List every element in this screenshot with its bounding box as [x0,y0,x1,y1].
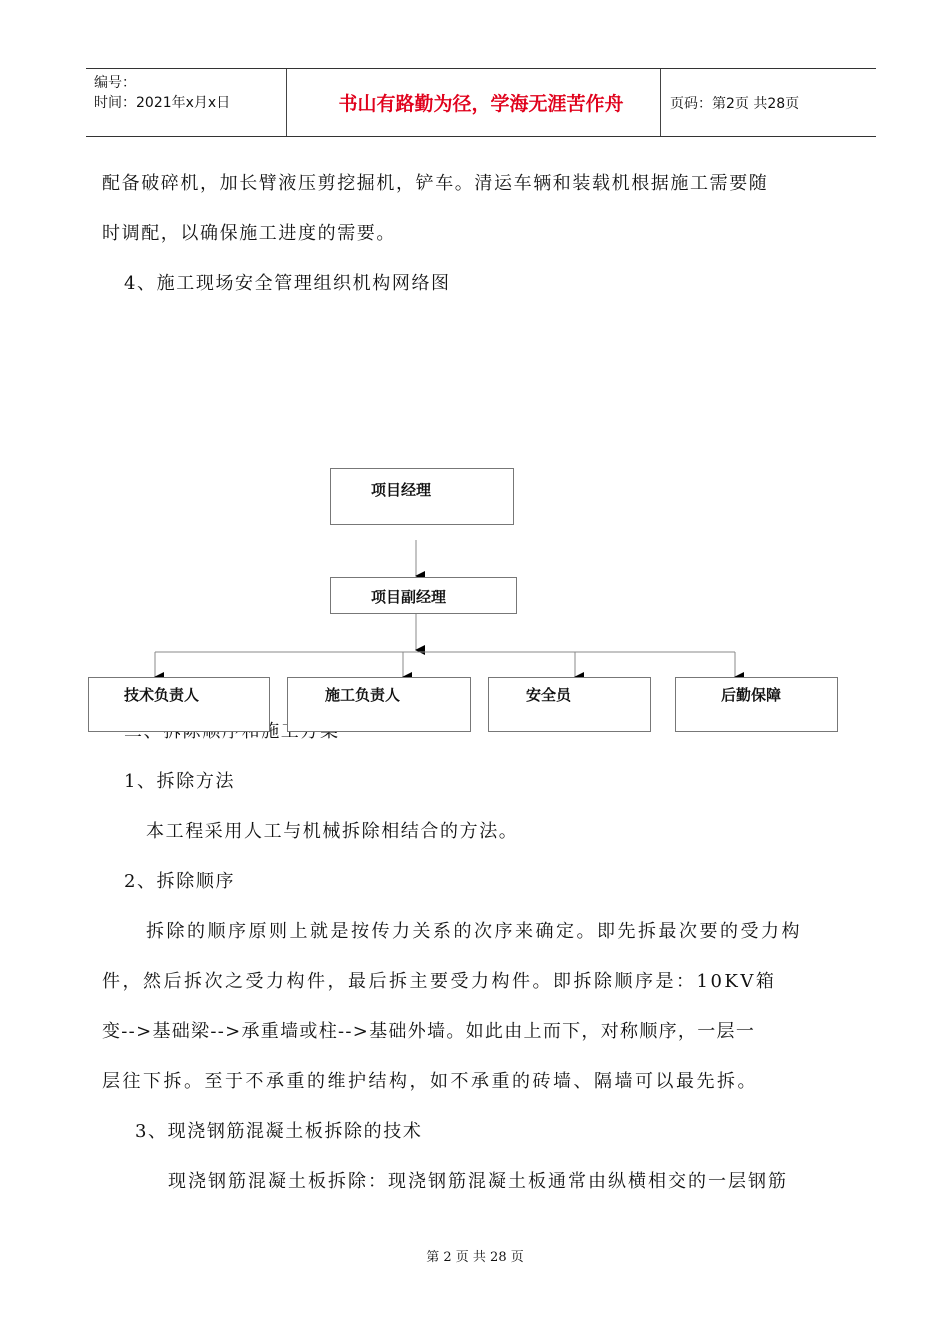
org-box-label: 施工负责人 [325,686,401,704]
page-footer: 第 2 页 共 28 页 [426,1250,524,1265]
org-box-label: 安全员 [526,686,572,704]
list-item-heading: 1、拆除方法 [124,771,236,792]
body-paragraph-line: 现浇钢筋混凝土板拆除：现浇钢筋混凝土板通常由纵横相交的一层钢筋 [168,1171,788,1192]
section-heading: 4、施工现场安全管理组织机构网络图 [124,273,451,294]
body-paragraph-line: 拆除的顺序原则上就是按传力关系的次序来确定。即先拆最次要的受力构 [146,921,802,942]
header-motto: 书山有路勤为径，学海无涯苦作舟 [338,93,624,115]
time-label: 时间：2021年x月x日 [94,95,231,111]
header-page-number: 页码：第2页 共28页 [670,96,800,112]
org-box-logistics [675,677,838,732]
list-item-heading: 2、拆除顺序 [124,871,236,892]
body-paragraph-line: 变-->基础梁-->承重墙或柱-->基础外墙。如此由上而下，对称顺序，一层一 [102,1021,756,1042]
org-box-deputy-manager [330,577,517,614]
org-box-label: 项目经理 [371,481,432,499]
body-paragraph-line: 时调配，以确保施工进度的需要。 [102,223,396,244]
body-paragraph-line: 件，然后拆次之受力构件，最后拆主要受力构件。即拆除顺序是：10KV箱 [102,971,777,992]
list-item-heading: 3、现浇钢筋混凝土板拆除的技术 [135,1121,423,1142]
number-label: 编号： [94,75,136,91]
org-box-project-manager [330,468,514,525]
org-box-safety-officer [488,677,651,732]
body-paragraph-line: 本工程采用人工与机械拆除相结合的方法。 [146,821,519,842]
org-box-label: 后勤保障 [721,686,782,704]
org-box-label: 技术负责人 [124,686,200,704]
body-paragraph-line: 配备破碎机，加长臂液压剪挖掘机，铲车。清运车辆和装载机根据施工需要随 [102,173,769,194]
body-paragraph-line: 层往下拆。至于不承重的维护结构，如不承重的砖墙、隔墙可以最先拆。 [102,1071,758,1092]
org-box-technical-lead [88,677,270,732]
org-box-label: 项目副经理 [371,588,447,606]
org-box-construction-lead [287,677,471,732]
